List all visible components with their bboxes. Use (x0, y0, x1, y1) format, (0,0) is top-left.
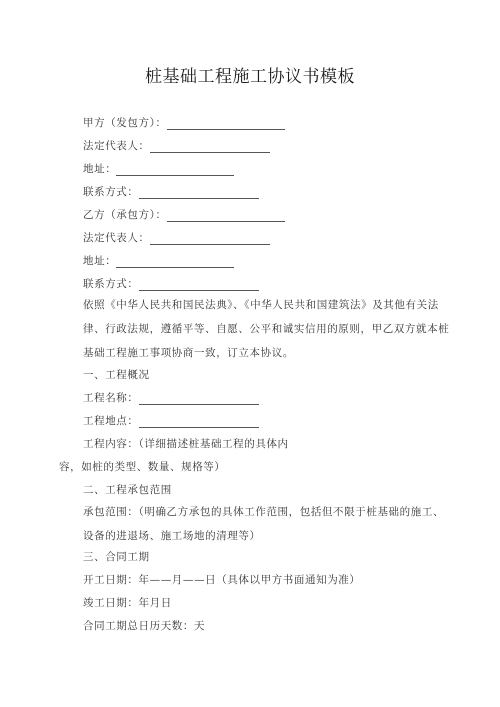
party-b-rep-line (83, 231, 500, 245)
intro-paragraph (59, 293, 454, 365)
party-a-contact-blank[interactable] (139, 187, 259, 199)
intro-text: 依照《中华人民共和国民法典》、《中华人民共和国建筑法》及其他有关法律、行政法规，遵循平等、自愿、公平和诚实信用的原则，甲乙双方就本桩基础工程施工事项协商一致，订立本协议。 (83, 299, 450, 359)
document-title: 桩基础工程施工协议书模板 (145, 67, 355, 87)
party-b-address-line (83, 254, 500, 268)
project-name-label: 工程名称： (83, 392, 139, 404)
scope-paragraph (59, 500, 454, 548)
project-location-line (83, 414, 500, 428)
party-b-rep-label: 法定代表人： (83, 232, 150, 244)
project-content-line2: 容，如桩的类型、数量、规格等） (59, 461, 226, 473)
party-a-rep-label: 法定代表人： (83, 140, 150, 152)
total-days-line: 合同工期总日历天数：天 (83, 620, 206, 632)
section2-heading: 二、工程承包范围 (83, 484, 172, 496)
project-name-blank[interactable] (139, 393, 259, 405)
party-b-address-blank[interactable] (116, 256, 234, 268)
party-b-rep-blank[interactable] (150, 233, 270, 245)
party-a-address-label: 地址： (83, 163, 117, 175)
party-b-contact-label: 联系方式： (83, 278, 139, 290)
party-b-address-label: 地址： (83, 255, 117, 267)
party-a-label: 甲方（发包方）： (83, 117, 167, 129)
party-a-line (83, 116, 500, 130)
project-name-line (83, 391, 500, 405)
party-b-blank[interactable] (167, 210, 285, 222)
section3-heading: 三、合同工期 (83, 551, 150, 563)
start-date-line: 开工日期：年——月——日（具体以甲方书面通知为准） (83, 574, 361, 586)
project-content-line1: 工程内容：（详细描述桩基础工程的具体内 (83, 438, 289, 450)
party-a-contact-label: 联系方式： (83, 186, 139, 198)
party-a-rep-line (83, 139, 500, 153)
project-location-blank[interactable] (139, 416, 259, 428)
party-b-line (83, 208, 500, 222)
party-b-label: 乙方（承包方）： (83, 209, 167, 221)
end-date-line: 竣工日期：年月日 (83, 597, 172, 609)
party-a-contact-line (83, 185, 500, 199)
party-a-address-blank[interactable] (116, 164, 234, 176)
party-a-blank[interactable] (167, 118, 285, 130)
party-b-contact-blank[interactable] (139, 279, 259, 291)
project-location-label: 工程地点： (83, 415, 139, 427)
party-b-contact-line (83, 277, 500, 291)
party-a-address-line (83, 162, 500, 176)
party-a-rep-blank[interactable] (150, 141, 270, 153)
section1-heading: 一、工程概况 (83, 369, 150, 381)
scope-text: 承包范围：（明确乙方承包的具体工作范围，包括但不限于桩基础的施工、设备的进退场、施工场地的清理等） (83, 506, 445, 542)
